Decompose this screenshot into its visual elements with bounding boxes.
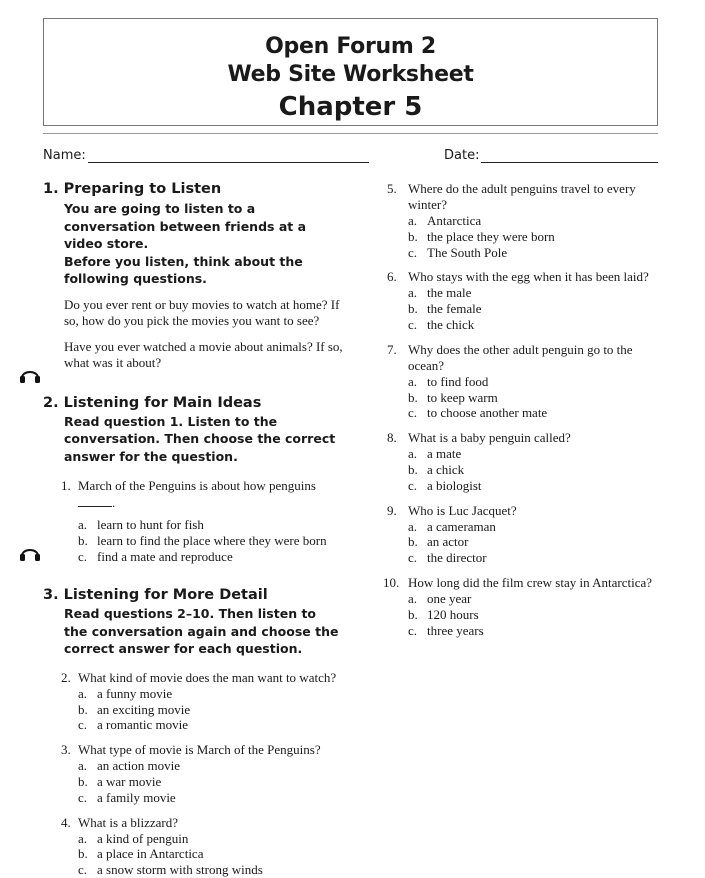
question-10: 10. How long did the film crew stay in Antarctica? xyxy=(387,575,667,591)
worksheet-title: Open Forum 2 xyxy=(265,34,436,59)
section-3-instruction: Read questions 2–10. Then listen to the conversation again and choose the correct answer for each question. xyxy=(64,606,339,657)
option[interactable]: b. a chick xyxy=(408,461,465,477)
question-5: 5. Where do the adult penguins travel to every winter? xyxy=(387,181,667,213)
section-3-heading: 3. Listening for More Detail xyxy=(43,587,268,604)
question-text: How long did the film crew stay in Antarctica? xyxy=(408,574,653,590)
section-2-heading: 2. Listening for Main Ideas xyxy=(43,394,262,411)
option[interactable]: c. the director xyxy=(408,550,487,566)
question-text: What type of movie is March of the Penguins? xyxy=(78,742,321,758)
question-text: Who stays with the egg when it has been laid? xyxy=(408,269,649,285)
worksheet-subtitle: Web Site Worksheet xyxy=(227,62,474,87)
option[interactable]: a. one year xyxy=(408,590,472,606)
option[interactable]: c. the chick xyxy=(408,316,475,332)
right-column xyxy=(383,181,667,638)
option[interactable]: a. the male xyxy=(408,285,472,301)
date-field[interactable] xyxy=(481,162,658,163)
option[interactable]: b. a war movie xyxy=(78,774,162,790)
question-end: . xyxy=(112,495,116,510)
option[interactable]: a. a kind of penguin xyxy=(78,830,189,846)
section-1-heading: 1. Preparing to Listen xyxy=(43,181,222,197)
option[interactable]: b. the place they were born xyxy=(408,228,555,244)
question-text: March of the Penguins is about how penguins xyxy=(78,478,316,493)
discussion-question: Have you ever watched a movie about animals? If so, what was it about? xyxy=(64,338,343,370)
option[interactable]: c. a snow storm with strong winds xyxy=(78,862,263,878)
name-label: Name: xyxy=(43,148,86,163)
title-box xyxy=(43,18,658,126)
option[interactable]: a. learn to hunt for fish xyxy=(78,517,204,532)
question-2: 2. What kind of movie does the man want to watch? xyxy=(61,670,343,686)
question-text: Where do the adult penguins travel to every winter? xyxy=(408,181,636,212)
option[interactable]: b. learn to find the place where they were born xyxy=(78,532,327,548)
section-1-instruction: Before you listen, think about the following questions. xyxy=(64,253,303,286)
question-text: What kind of movie does the man want to watch? xyxy=(78,669,337,685)
question-9: 9. Who is Luc Jacquet? xyxy=(387,503,667,519)
option[interactable]: c. The South Pole xyxy=(408,244,508,260)
question-text: What is a baby penguin called? xyxy=(408,430,571,446)
question-1-options xyxy=(61,517,343,564)
header-divider xyxy=(43,133,658,134)
option[interactable]: a. a funny movie xyxy=(78,685,173,701)
option[interactable]: c. to choose another mate xyxy=(408,405,548,421)
option[interactable]: c. a romantic movie xyxy=(78,717,188,733)
option[interactable]: b. 120 hours xyxy=(408,606,479,622)
option[interactable]: b. a place in Antarctica xyxy=(78,846,204,862)
option[interactable]: b. the female xyxy=(408,301,482,317)
option[interactable]: c. a biologist xyxy=(408,477,482,493)
question-1 xyxy=(61,478,343,511)
questions-left xyxy=(43,670,343,878)
question-3: 3. What type of movie is March of the Penguins? xyxy=(61,742,343,758)
chapter-title: Chapter 5 xyxy=(278,92,423,122)
question-text: Why does the other adult penguin go to the ocean? xyxy=(408,341,633,373)
option[interactable]: c. find a mate and reproduce xyxy=(78,548,233,564)
question-text: Who is Luc Jacquet? xyxy=(408,502,517,518)
left-column xyxy=(43,180,343,878)
question-text: What is a blizzard? xyxy=(78,814,178,830)
option[interactable]: b. an exciting movie xyxy=(78,701,191,717)
question-number: 1. xyxy=(61,478,71,493)
option[interactable]: a. Antarctica xyxy=(408,213,482,228)
section-2-instruction: Read question 1. Listen to the conversation. Then choose the correct answer for the question. xyxy=(64,413,336,464)
question-7: 7. Why does the other adult penguin go to the ocean? xyxy=(387,342,667,374)
option[interactable]: a. a cameraman xyxy=(408,518,496,534)
answer-blank[interactable] xyxy=(78,494,112,507)
option[interactable]: b. to keep warm xyxy=(408,389,498,405)
date-label: Date: xyxy=(444,148,480,163)
option[interactable]: a. to find food xyxy=(408,373,489,389)
option[interactable]: b. an actor xyxy=(408,534,469,550)
name-field[interactable] xyxy=(88,162,369,163)
section-1-intro: You are going to listen to a conversation between friends at a video store. xyxy=(64,201,307,251)
option[interactable]: a. an action movie xyxy=(78,758,181,774)
question-6: 6. Who stays with the egg when it has been laid? xyxy=(387,269,667,285)
option[interactable]: c. a family movie xyxy=(78,789,176,805)
headphones-icon xyxy=(19,544,41,562)
headphones-icon xyxy=(19,366,41,384)
question-8: 8. What is a baby penguin called? xyxy=(387,430,667,446)
discussion-question: Do you ever rent or buy movies to watch at home? If so, how do you pick the movies you want to see? xyxy=(64,296,340,328)
option[interactable]: a. a mate xyxy=(408,446,462,462)
option[interactable]: c. three years xyxy=(408,622,484,638)
question-4: 4. What is a blizzard? xyxy=(61,815,343,831)
